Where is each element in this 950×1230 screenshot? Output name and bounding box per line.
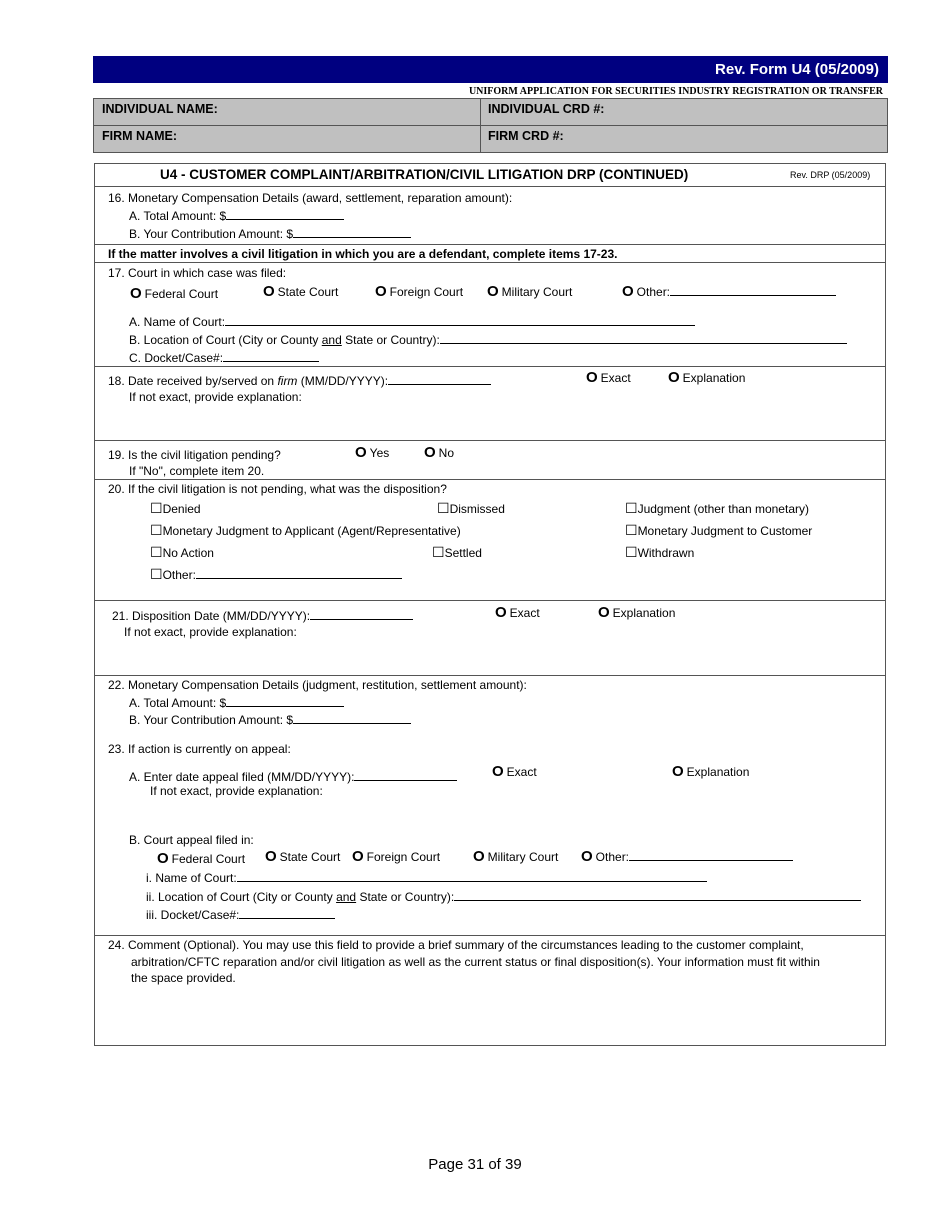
q20-settled-checkbox[interactable]: ☐Settled	[432, 544, 482, 560]
firm-row	[93, 125, 888, 153]
q23-label: 23. If action is currently on appeal:	[108, 742, 291, 756]
firm-name-field[interactable]: FIRM NAME:	[102, 129, 177, 143]
page-number: Page 31 of 39	[428, 1156, 522, 1173]
q22-total-label: A. Total Amount: $	[129, 696, 227, 710]
q17-other-radio[interactable]: O Other:	[622, 283, 836, 300]
checkbox-icon: ☐	[437, 500, 450, 516]
q23-explain-prompt: If not exact, provide explanation:	[150, 784, 323, 798]
q23-b-label: B. Court appeal filed in:	[129, 833, 254, 847]
q24-text-line2: arbitration/CFTC reparation and/or civil litigation as well as the current status or final disposition(s). Your information must fit within	[131, 955, 820, 969]
individual-row	[93, 98, 888, 126]
q17-military-radio[interactable]: O Military Court	[487, 283, 573, 300]
q23-date-input[interactable]	[354, 769, 457, 781]
radio-icon: O	[586, 369, 598, 386]
q23-other-radio[interactable]: O Other:	[581, 848, 793, 865]
radio-icon: O	[352, 848, 364, 865]
q21-explain-prompt: If not exact, provide explanation:	[124, 625, 297, 639]
q22-total-input[interactable]	[226, 695, 344, 707]
q20-dismissed-checkbox[interactable]: ☐Dismissed	[437, 500, 505, 516]
form-subtitle: UNIFORM APPLICATION FOR SECURITIES INDUSTRY REGISTRATION OR TRANSFER	[468, 86, 883, 97]
q19-note: If "No", complete item 20.	[129, 464, 265, 478]
checkbox-icon: ☐	[150, 500, 163, 516]
q23-other-input[interactable]	[629, 849, 793, 861]
radio-icon: O	[672, 763, 684, 780]
checkbox-icon: ☐	[150, 544, 163, 560]
q18-exact-radio[interactable]: O Exact	[586, 369, 631, 386]
q23-state-radio[interactable]: O State Court	[265, 848, 341, 865]
q18-label-end: (MM/DD/YYYY):	[297, 374, 389, 388]
q20-withdrawn-checkbox[interactable]: ☐Withdrawn	[625, 544, 695, 560]
q17-location-label-end: State or Country):	[341, 333, 440, 347]
q23-docket-label: iii. Docket/Case#:	[146, 908, 240, 922]
q17-name-input[interactable]	[225, 314, 695, 326]
checkbox-icon: ☐	[150, 522, 163, 538]
q20-judgment-checkbox[interactable]: ☐Judgment (other than monetary)	[625, 500, 809, 516]
q18-firm-italic: firm	[277, 374, 298, 388]
radio-icon: O	[487, 283, 499, 300]
q20-other-input[interactable]	[196, 567, 402, 579]
q23-exact-radio[interactable]: O Exact	[492, 763, 537, 780]
q20-other-checkbox[interactable]: ☐Other:	[150, 566, 402, 583]
q23-location-label-end: State or Country):	[356, 890, 455, 904]
radio-icon: O	[495, 604, 507, 621]
radio-icon: O	[130, 285, 142, 302]
q23-location-label: ii. Location of Court (City or County	[146, 890, 337, 904]
q24-comment-area[interactable]	[100, 990, 880, 1042]
radio-icon: O	[263, 283, 275, 300]
section-revision: Rev. DRP (05/2009)	[790, 170, 871, 180]
q23-military-radio[interactable]: O Military Court	[473, 848, 559, 865]
q17-label: 17. Court in which case was filed:	[108, 266, 287, 280]
q18-date-input[interactable]	[388, 373, 491, 385]
q23-location-input[interactable]	[454, 889, 861, 901]
radio-icon: O	[492, 763, 504, 780]
q22-contribution-label: B. Your Contribution Amount: $	[129, 713, 294, 727]
q17-other-input[interactable]	[670, 284, 836, 296]
form-revision: Rev. Form U4 (05/2009)	[715, 61, 879, 78]
radio-icon: O	[622, 283, 634, 300]
q20-monetary-customer-checkbox[interactable]: ☐Monetary Judgment to Customer	[625, 522, 813, 538]
q23-name-input[interactable]	[237, 870, 707, 882]
q18-label: 18. Date received by/served on	[108, 374, 278, 388]
q21-label: 21. Disposition Date (MM/DD/YYYY):	[112, 609, 311, 623]
radio-icon: O	[424, 444, 436, 461]
q24-text-line1: 24. Comment (Optional). You may use this field to provide a brief summary of the circumstances leading to the customer complaint,	[108, 938, 804, 952]
radio-icon: O	[668, 369, 680, 386]
q19-label: 19. Is the civil litigation pending?	[108, 448, 281, 462]
radio-icon: O	[473, 848, 485, 865]
radio-icon: O	[157, 850, 169, 867]
q16-contribution-label: B. Your Contribution Amount: $	[129, 227, 294, 241]
q21-exact-radio[interactable]: O Exact	[495, 604, 540, 621]
and-text: and	[336, 890, 357, 904]
q18-explanation-radio[interactable]: O Explanation	[668, 369, 746, 386]
q17-location-input[interactable]	[440, 332, 847, 344]
individual-crd-field[interactable]: INDIVIDUAL CRD #:	[488, 102, 605, 116]
q23-name-label: i. Name of Court:	[146, 871, 237, 885]
q16-contribution-input[interactable]	[293, 226, 411, 238]
q17-foreign-radio[interactable]: O Foreign Court	[375, 283, 464, 300]
q20-label: 20. If the civil litigation is not pending, what was the disposition?	[108, 482, 447, 496]
q23-a-label: A. Enter date appeal filed (MM/DD/YYYY):	[129, 770, 355, 784]
checkbox-icon: ☐	[625, 500, 638, 516]
q17-state-radio[interactable]: O State Court	[263, 283, 339, 300]
radio-icon: O	[598, 604, 610, 621]
q17-docket-input[interactable]	[223, 350, 319, 362]
q20-monetary-applicant-checkbox[interactable]: ☐Monetary Judgment to Applicant (Agent/Representative)	[150, 522, 461, 538]
checkbox-icon: ☐	[625, 544, 638, 560]
civil-litigation-instruction: If the matter involves a civil litigation in which you are a defendant, complete items 17-23.	[108, 247, 618, 261]
checkbox-icon: ☐	[432, 544, 445, 560]
individual-name-field[interactable]: INDIVIDUAL NAME:	[102, 102, 218, 116]
q20-denied-checkbox[interactable]: ☐Denied	[150, 500, 201, 516]
radio-icon: O	[265, 848, 277, 865]
q17-name-label: A. Name of Court:	[129, 315, 226, 329]
q19-no-radio[interactable]: O No	[424, 444, 455, 461]
q23-federal-radio[interactable]: O Federal Court	[157, 850, 246, 867]
q17-location-label: B. Location of Court (City or County	[129, 333, 322, 347]
and-text: and	[321, 333, 342, 347]
section-title: U4 - CUSTOMER COMPLAINT/ARBITRATION/CIVIL LITIGATION DRP (CONTINUED)	[160, 167, 689, 182]
radio-icon: O	[581, 848, 593, 865]
q24-text-line3: the space provided.	[131, 971, 236, 985]
q23-foreign-radio[interactable]: O Foreign Court	[352, 848, 441, 865]
q22-label: 22. Monetary Compensation Details (judgment, restitution, settlement amount):	[108, 678, 527, 692]
radio-icon: O	[355, 444, 367, 461]
radio-icon: O	[375, 283, 387, 300]
q18-explain-prompt: If not exact, provide explanation:	[129, 390, 302, 404]
q16-total-label: A. Total Amount: $	[129, 209, 227, 223]
form-header-bar	[93, 56, 888, 83]
q16-total-input[interactable]	[226, 208, 344, 220]
q21-explanation-radio[interactable]: O Explanation	[598, 604, 676, 621]
q20-no-action-checkbox[interactable]: ☐No Action	[150, 544, 214, 560]
q17-federal-radio[interactable]: O Federal Court	[130, 285, 219, 302]
q23-docket-input[interactable]	[239, 907, 335, 919]
firm-crd-field[interactable]: FIRM CRD #:	[488, 129, 564, 143]
q16-label: 16. Monetary Compensation Details (award, settlement, reparation amount):	[108, 191, 513, 205]
checkbox-icon: ☐	[150, 566, 163, 582]
q17-docket-label: C. Docket/Case#:	[129, 351, 224, 365]
q22-contribution-input[interactable]	[293, 712, 411, 724]
q21-date-input[interactable]	[310, 608, 413, 620]
checkbox-icon: ☐	[625, 522, 638, 538]
q19-yes-radio[interactable]: O Yes	[355, 444, 390, 461]
q23-explanation-radio[interactable]: O Explanation	[672, 763, 750, 780]
